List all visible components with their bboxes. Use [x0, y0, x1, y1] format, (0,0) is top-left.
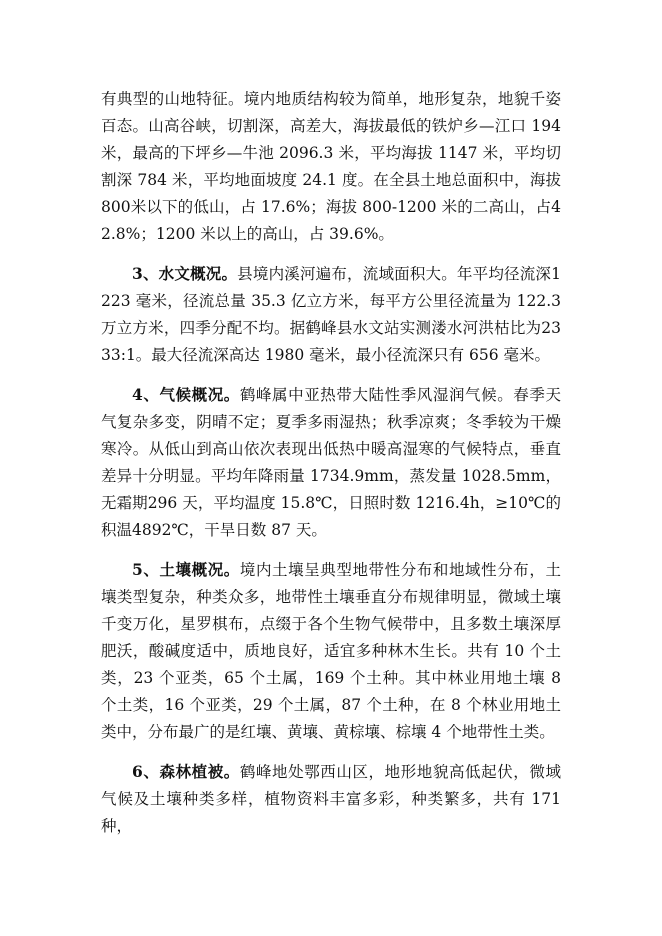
paragraph-text: 县境内溪河遍布，流域面积大。年平均径流深1223 毫米，径流总量 35.3 亿立方米，每平方公里径流量为 122.3 万立方米，四季分配不均。据鹤峰县水文站实测溇水河洪枯比为2333:1。最大径流深高达 1980 毫米，最小径流深只有 656 毫米。: [101, 265, 561, 364]
paragraph-terrain-continued: [101, 86, 561, 248]
paragraph-climate: [101, 381, 561, 544]
section-heading: 5、土壤概况。: [132, 560, 240, 579]
section-heading: 6、森林植被。: [132, 762, 240, 781]
paragraph-text: 有典型的山地特征。境内地质结构较为简单，地形复杂，地貌千姿百态。山高谷峡，切割深，高差大，海拔最低的铁炉乡—江口 194米，最高的下坪乡—牛池 2096.3 米，平均海拔 1147 米，平均切割深 784 米，平均地面坡度 24.1 度。在全县土地总面积中，海拔 800米以下的低山，占 17.6%；海拔 800-1200 米的二高山，占42.8%；1200 米以上的高山，占 39.6%。: [101, 90, 561, 243]
paragraph-hydrology: [101, 260, 561, 369]
document-body: [101, 86, 561, 840]
paragraph-text: 鹤峰属中亚热带大陆性季风湿润气候。春季天气复杂多变，阴晴不定；夏季多雨湿热；秋季凉爽；冬季较为干燥寒冷。从低山到高山依次表现出低热中暖高湿寒的气候特点，垂直差异十分明显。平均年降雨量 1734.9mm，蒸发量 1028.5mm，无霜期296 天，平均温度 15.8℃，日照时数 1216.4h，≥10℃的积温4892℃，干旱日数 87 天。: [101, 386, 561, 539]
paragraph-soil: [101, 556, 561, 746]
section-heading: 4、气候概况。: [132, 385, 240, 404]
paragraph-forest-vegetation: [101, 758, 561, 840]
paragraph-text: 境内土壤呈典型地带性分布和地域性分布，土壤类型复杂，种类众多，地带性土壤垂直分布规律明显，微域土壤千变万化，星罗棋布，点缀于各个生物气候带中，且多数土壤深厚肥沃，酸碱度适中，质地良好，适宜多种林木生长。共有 10 个土类，23 个亚类，65 个土属，169 个土种。其中林业用地土壤 8 个土类，16 个亚类，29 个土属，87 个土种，在 8 个林业用地土类中，分布最广的是红壤、黄壤、黄棕壤、棕壤 4 个地带性土类。: [101, 561, 561, 741]
paragraph-text: 鹤峰地处鄂西山区，地形地貌高低起伏，微域气候及土壤种类多样，植物资料丰富多彩，种类繁多，共有 171 种，: [101, 763, 561, 835]
section-heading: 3、水文概况。: [132, 264, 238, 283]
